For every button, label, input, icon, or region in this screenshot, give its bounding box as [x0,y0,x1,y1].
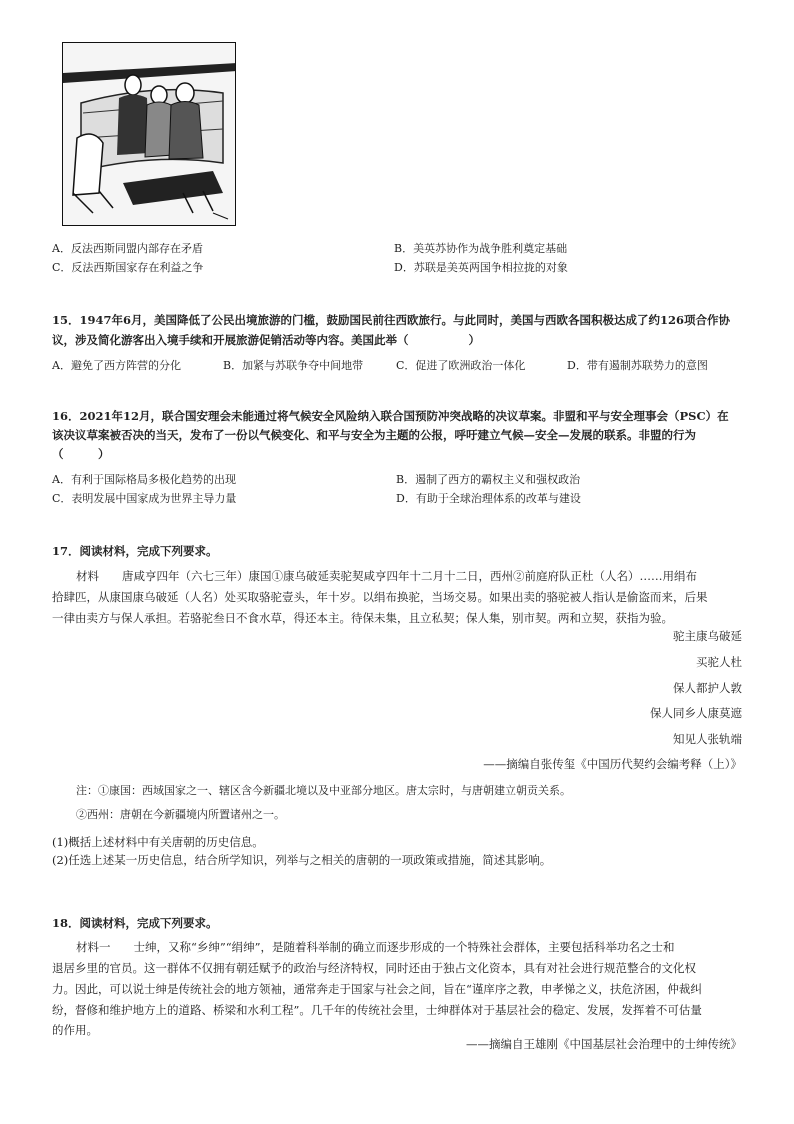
q18-material-line4: 纷，督修和维护地方上的道路、桥梁和水利工程”。几千年的传统社会里，士绅群体对于基层社会的稳定、发展，发挥着不可估量 [52,1003,702,1017]
q15-option-b: B．加紧与苏联争夺中间地带 [223,359,364,372]
q18-source: ——摘编自王雄刚《中国基层社会治理中的士绅传统》 [466,1037,742,1051]
q17-signature-buyer: 买驼人杜 [696,655,742,669]
q16-stem-line3: （ ） [52,447,110,461]
q17-signature-guarantor-2: 保人同乡人康莫遮 [650,706,742,720]
q18-title: 18．阅读材料，完成下列要求。 [52,916,218,930]
q16-stem-line2: 该决议草案被否决的当天，发布了一份以气候变化、和平与安全为主题的公报，呼吁建立气候—安全—发展的联系。非盟的行为 [52,428,696,442]
q16-option-d: D．有助于全球治理体系的改革与建设 [396,492,581,505]
q17-requirement-1: (1)概括上述材料中有关唐朝的历史信息。 [52,835,264,849]
q18-material-line1: 材料一 士绅，又称“乡绅”“绢绅”，是随着科举制的确立而逐步形成的一个特殊社会群体，主要包括科举功名之士和 [76,940,675,954]
q16-option-a: A．有利于国际格局多极化趋势的出现 [52,473,236,486]
q15-option-d: D．带有遏制苏联势力的意图 [567,359,708,372]
q17-note-2: ②西州：唐朝在今新疆境内所置诸州之一。 [76,808,285,821]
q15-option-c: C．促进了欧洲政治一体化 [396,359,526,372]
q18-material-line3: 力。因此，可以说士绅是传统社会的地方领袖，通常奔走于国家与社会之间，旨在“谨庠序之教，申孝悌之义，扶危济困，仲裁纠 [52,982,702,996]
q14-option-a: A．反法西斯同盟内部存在矛盾 [52,242,203,255]
q17-signature-guarantor-1: 保人都护人敦 [673,681,742,695]
historical-cartoon-image [62,42,236,226]
q17-material-line3: 一律由卖方与保人承担。若骆驼叁日不食水草，得还本主。待保未集，且立私契；保人集，别市契。两和立契，获指为验。 [52,611,673,625]
q15-paren-close: ） [468,333,480,347]
q17-signature-camel-owner: 驼主康乌破延 [673,629,742,643]
q16-stem-line1: 16．2021年12月，联合国安理会未能通过将气候安全风险纳入联合国预防冲突战略的决议草案。非盟和平与安全理事会（PSC）在 [52,409,729,423]
q17-material-line2: 拾肆匹，从康国康乌破延（人名）处买取骆驼壹头，年十岁。以绢布换驼，当场交易。如果出卖的骆驼被人指认是偷盗而来，后果 [52,590,708,604]
q14-option-b: B．美英苏协作为战争胜利奠定基础 [394,242,568,255]
q16-option-b: B．遏制了西方的霸权主义和强权政治 [396,473,581,486]
q18-material-line2: 退居乡里的官员。这一群体不仅拥有朝廷赋予的政治与经济特权，同时还由于独占文化资本，具有对社会进行规范整合的文化权 [52,961,696,975]
q14-option-d: D．苏联是美英两国争相拉拢的对象 [394,261,568,274]
q17-signature-witness: 知见人张轨端 [673,732,742,746]
cartoon-drawing [63,43,236,226]
q17-source: ——摘编自张传玺《中国历代契约会编考释（上）》 [483,757,742,771]
q16-option-c: C．表明发展中国家成为世界主导力量 [52,492,237,505]
q15-stem-line2 [52,330,480,350]
q15-stem-line1: 15．1947年6月，美国降低了公民出境旅游的门槛，鼓励国民前往西欧旅行。与此同时，美国与西欧各国积极达成了约126项合作协 [52,313,731,327]
q18-material-line5: 的作用。 [52,1023,98,1037]
q17-material-line1: 材料 唐咸亨四年（六七三年）康国①康乌破延卖驼契咸亨四年十二月十二日，西州②前庭府队正杜（人名）……用绢布 [76,569,697,583]
q15-option-a: A．避免了西方阵营的分化 [52,359,181,372]
q15-stem-text: 议，涉及简化游客出入境手续和开展旅游促销活动等内容。美国此举（ [52,333,409,347]
q14-option-c: C．反法西斯国家存在利益之争 [52,261,204,274]
q17-requirement-2: (2)任选上述某一历史信息，结合所学知识，列举与之相关的唐朝的一项政策或措施，简述其影响。 [52,853,552,867]
q17-title: 17．阅读材料，完成下列要求。 [52,544,218,558]
q17-note-1: 注：①康国：西域国家之一、辖区含今新疆北境以及中亚部分地区。唐太宗时，与唐朝建立朝贡关系。 [76,784,571,797]
